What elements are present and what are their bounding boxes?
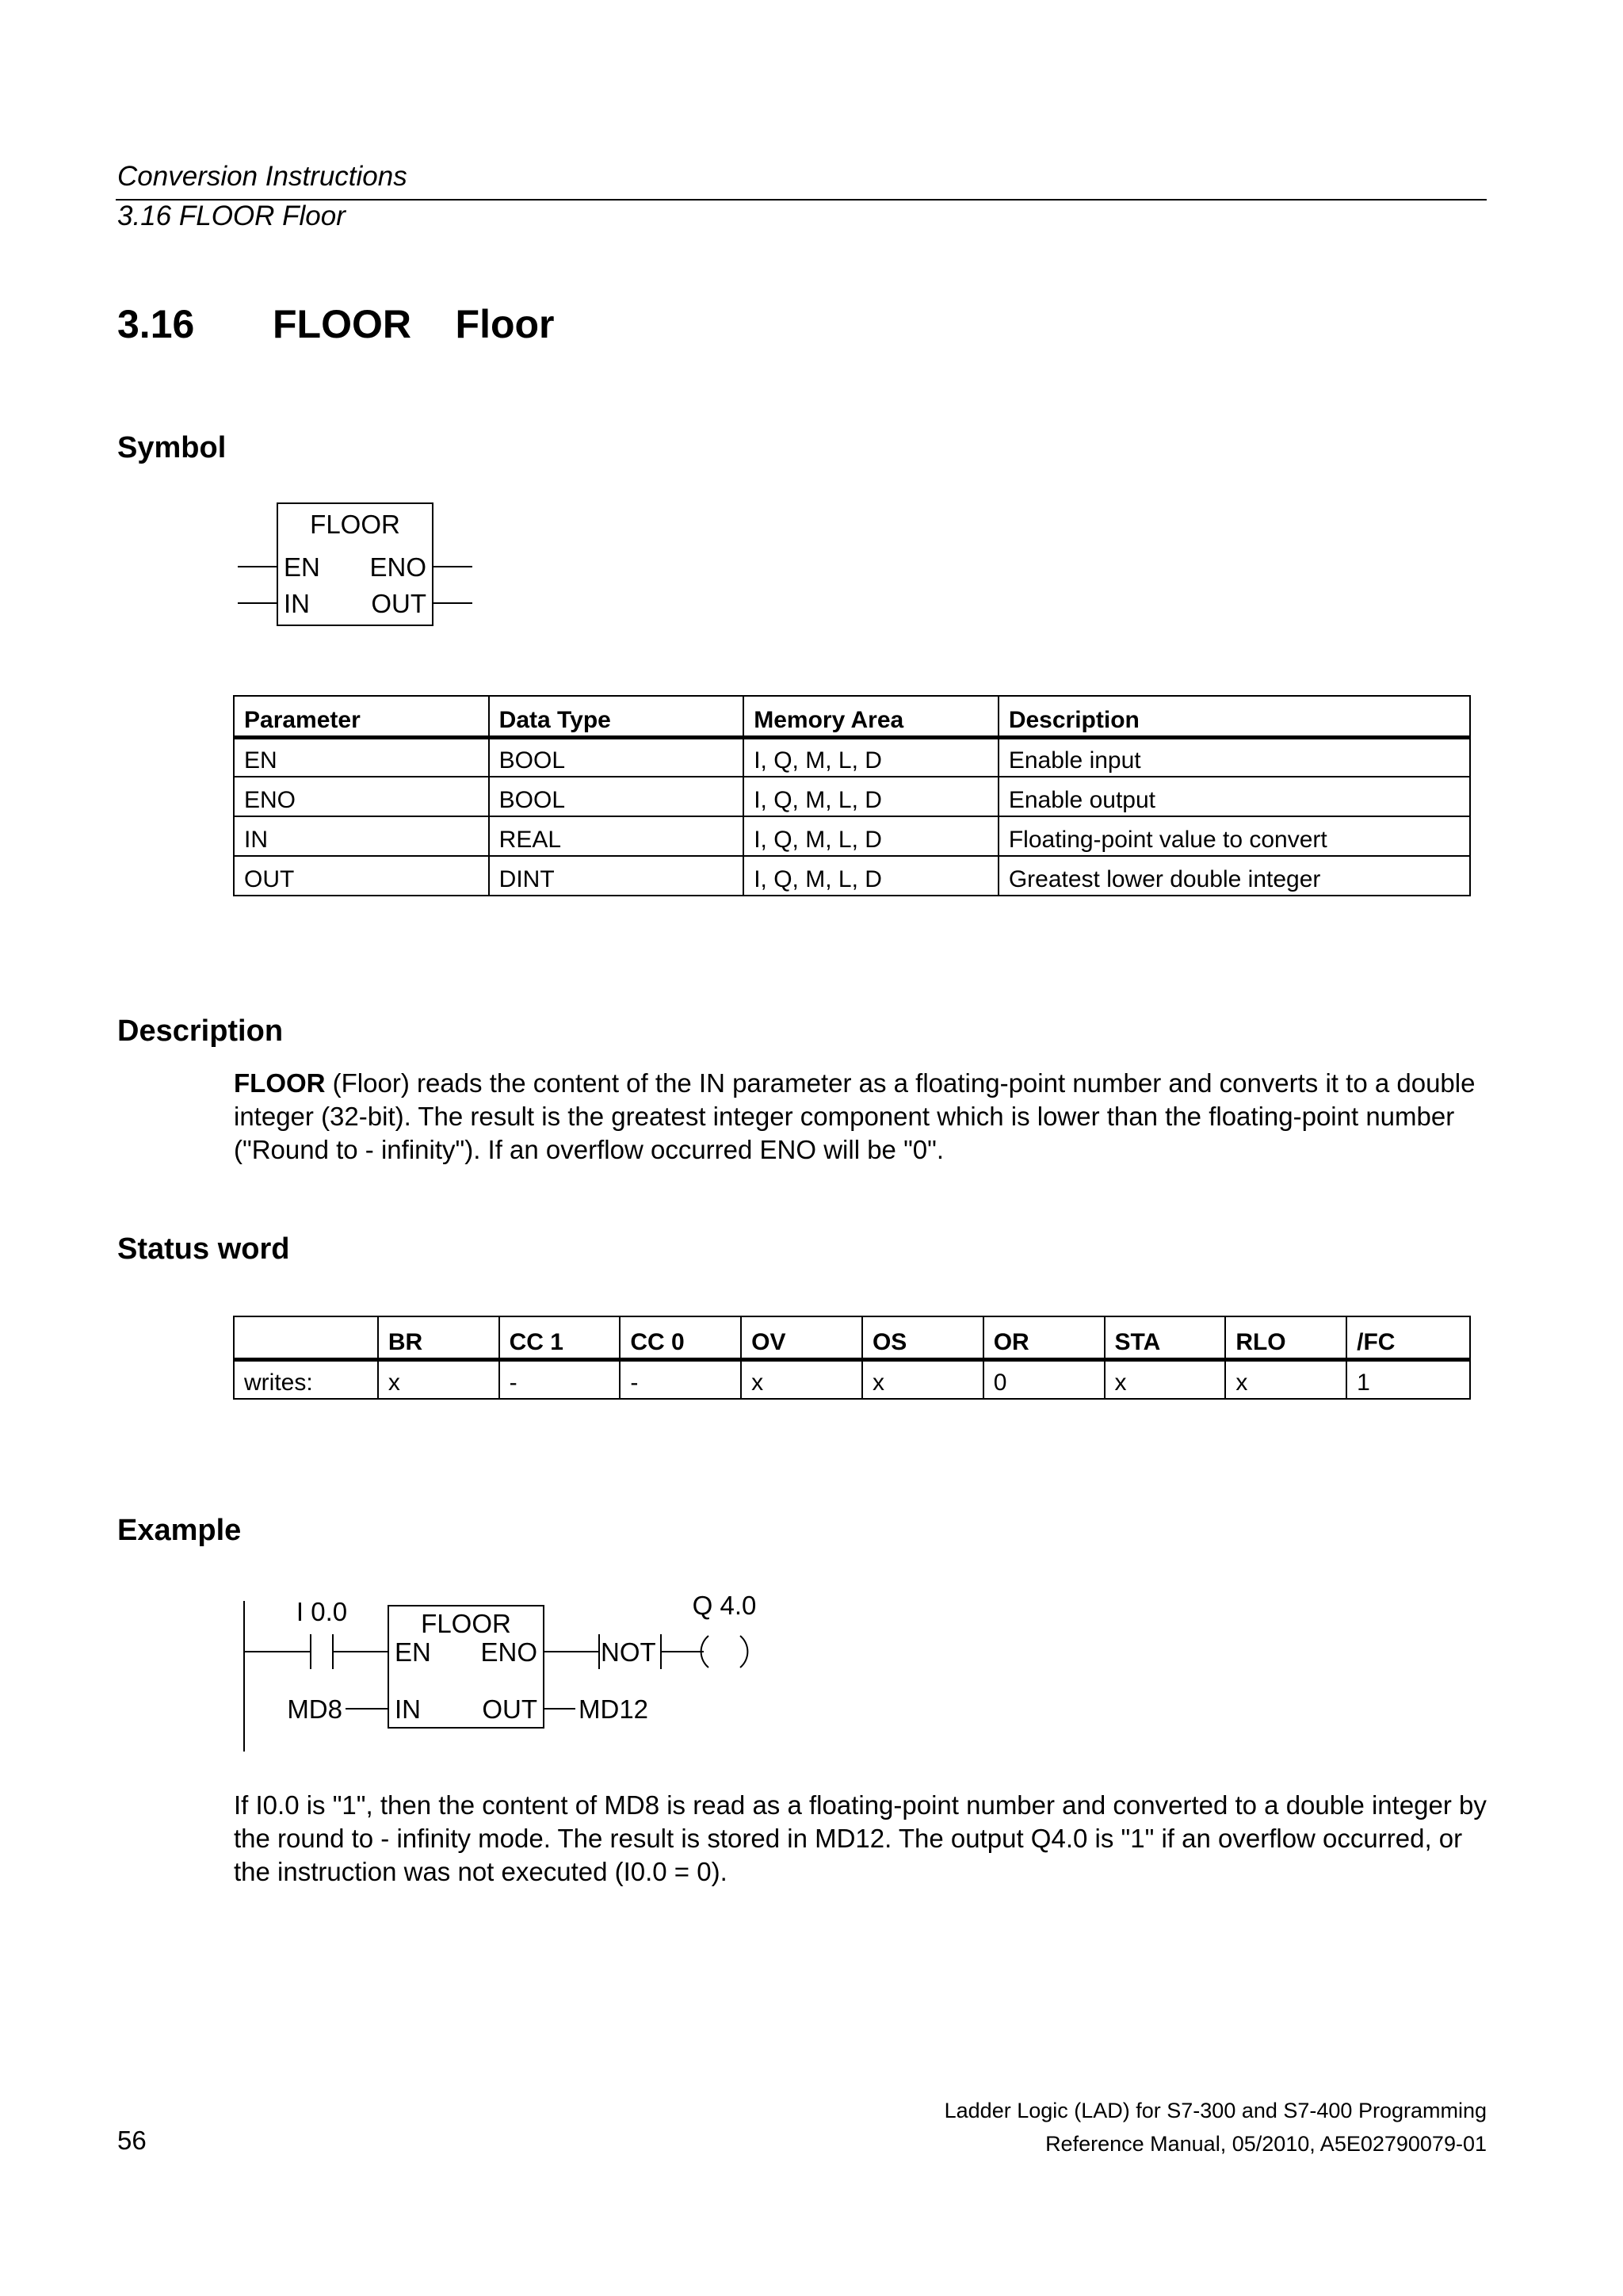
table-cell: - [620, 1359, 741, 1399]
section-number: 3.16 [117, 302, 195, 346]
header-cell: Memory Area [743, 696, 999, 737]
header-cell: OR [983, 1316, 1105, 1359]
in-operand: MD8 [287, 1694, 342, 1724]
header-cell: Parameter [234, 696, 489, 737]
table-row [234, 777, 1470, 816]
table-cell: x [1225, 1359, 1346, 1399]
description-text: (Floor) reads the content of the IN parameter as a floating-point number and converts it to a double integer (32-bit). The result is the greatest integer component which is lower than the floating-point number ("Round to - infinity"). If an overflow occurred ENO will be "0". [234, 1068, 1476, 1164]
table-cell: x [741, 1359, 862, 1399]
not-label: NOT [601, 1637, 656, 1667]
description-bold-lead: FLOOR [234, 1068, 326, 1098]
parameter-table-header [234, 696, 1470, 737]
table-row [234, 737, 1470, 777]
table-cell: x [862, 1359, 983, 1399]
table-row [234, 856, 1470, 896]
table-row [234, 1359, 1470, 1399]
table-cell: Enable input [999, 737, 1470, 777]
table-cell: I, Q, M, L, D [743, 737, 999, 777]
header-cell [234, 1316, 378, 1359]
symbol-en-label: EN [284, 552, 320, 582]
table-cell: 0 [983, 1359, 1105, 1399]
header-cell: Data Type [489, 696, 744, 737]
example-paragraph: If I0.0 is "1", then the content of MD8 is read as a floating-point number and converted to a double integer by the round to - infinity mode. The result is stored in MD12. The output Q4.0 is "1" if an overflow occurred, or the instruction was not executed (I0.0 = 0). [234, 1790, 1487, 1886]
example-out-label: OUT [482, 1694, 537, 1724]
symbol-in-label: IN [284, 589, 310, 618]
parameter-table [233, 695, 1471, 896]
table-cell: Floating-point value to convert [999, 816, 1470, 856]
floor-symbol-diagram [230, 495, 483, 630]
table-cell: BOOL [489, 737, 744, 777]
header-cell: OV [741, 1316, 862, 1359]
example-eno-label: ENO [480, 1637, 537, 1667]
symbol-eno-label: ENO [369, 552, 426, 582]
description-paragraph [234, 1067, 1502, 1167]
table-cell: ENO [234, 777, 489, 816]
table-cell: Greatest lower double integer [999, 856, 1470, 896]
example-box-title: FLOOR [421, 1609, 511, 1638]
example-en-label: EN [395, 1637, 431, 1667]
example-ladder-diagram [230, 1585, 800, 1759]
running-header-chapter: Conversion Instructions [117, 161, 407, 192]
page-number: 56 [117, 2126, 147, 2155]
table-cell: - [499, 1359, 621, 1399]
header-cell: STA [1105, 1316, 1226, 1359]
symbol-out-label: OUT [371, 589, 426, 618]
header-cell: CC 0 [620, 1316, 741, 1359]
description-heading: Description [117, 1014, 284, 1048]
footer-line-2: Reference Manual, 05/2010, A5E02790079-01 [1045, 2132, 1487, 2156]
example-heading: Example [117, 1514, 242, 1547]
header-cell: CC 1 [499, 1316, 621, 1359]
header-cell: RLO [1225, 1316, 1346, 1359]
out-operand: MD12 [579, 1694, 649, 1724]
running-header-section: 3.16 FLOOR Floor [117, 201, 346, 231]
status-word-header [234, 1316, 1470, 1359]
table-cell: IN [234, 816, 489, 856]
symbol-box-title: FLOOR [310, 510, 400, 539]
table-cell: x [1105, 1359, 1226, 1399]
header-cell: Description [999, 696, 1470, 737]
table-cell: EN [234, 737, 489, 777]
table-cell: I, Q, M, L, D [743, 777, 999, 816]
footer-line-1: Ladder Logic (LAD) for S7-300 and S7-400 Programming [944, 2099, 1487, 2122]
table-cell: Enable output [999, 777, 1470, 816]
section-title: FLOOR Floor [273, 302, 555, 346]
header-cell: OS [862, 1316, 983, 1359]
header-cell: BR [378, 1316, 499, 1359]
table-cell: I, Q, M, L, D [743, 816, 999, 856]
symbol-heading: Symbol [117, 431, 227, 464]
table-cell: x [378, 1359, 499, 1399]
contact-label: I 0.0 [296, 1597, 348, 1626]
coil-label: Q 4.0 [692, 1591, 757, 1620]
table-cell: DINT [489, 856, 744, 896]
status-word-table [233, 1316, 1471, 1400]
example-in-label: IN [395, 1694, 421, 1724]
header-cell: /FC [1346, 1316, 1470, 1359]
table-cell: OUT [234, 856, 489, 896]
table-cell: BOOL [489, 777, 744, 816]
status-word-heading: Status word [117, 1232, 290, 1266]
table-cell: 1 [1346, 1359, 1470, 1399]
table-cell: writes: [234, 1359, 378, 1399]
table-cell: I, Q, M, L, D [743, 856, 999, 896]
coil-right-arc [740, 1636, 747, 1668]
table-cell: REAL [489, 816, 744, 856]
table-row [234, 816, 1470, 856]
